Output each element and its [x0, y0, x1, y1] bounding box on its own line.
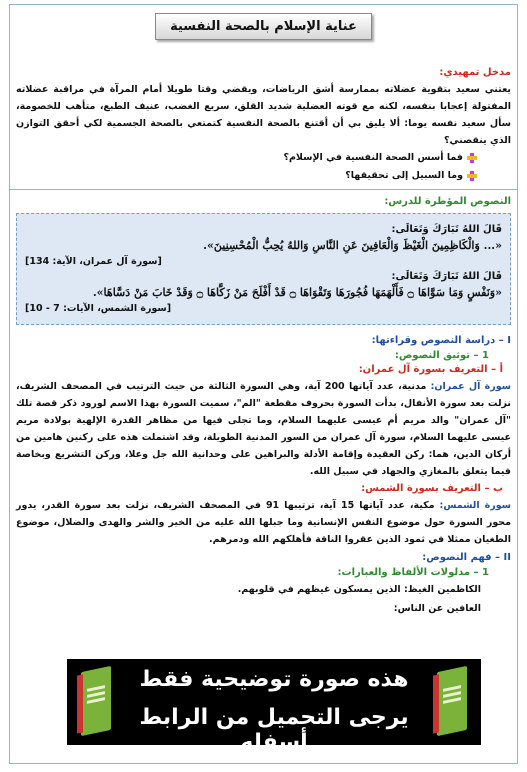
book-icon — [75, 669, 117, 733]
question-1 — [16, 149, 477, 167]
surah-imran-paragraph — [16, 378, 511, 480]
divider — [10, 189, 517, 190]
banner-line-1: هذه صورة توضيحية فقط — [139, 667, 409, 692]
intro-paragraph: يعتني سعيد بتقوية عضلاته بممارسة أشق الرياضات، ويقضي وقتا طويلا أمام المرآة في مراقبة عضلاته المفتولة إعجابا بنفسه، لكنه مع قوته العضلية شديد القلق، سريع الغضب، عنيف الطبع، متأهب للخصومة، سأل سعيد نفسه يوما: ألا يليق بي أن أقتنع بالصحة النفسية كتمتعي بالصحة الجسمية لكي أحقق التوازن الذي ينقصني؟ — [16, 84, 511, 146]
question-1-text: فما أسس الصحة النفسية في الإسلام؟ — [283, 152, 463, 163]
question-2-text: وما السبيل إلى تحقيقها؟ — [345, 170, 463, 181]
quote-1-intro: قَالَ اللهُ تَبَارَكَ وَتَعَالَى: — [391, 224, 502, 235]
surah-imran-text: مدنية، عدد آياتها 200 آية، وهي السورة الثالثة من حيث الترتيب في المصحف الشريف، نزلت بعد سورة الأنفال، بدأت السورة بحروف مقطعة "الم"، سميت السورة بهذا الاسم لورود ذكر قصة تلك "آل عمران" والد مريم أم عيسى عليهما السلام، وما تجلى فيها من مظاهر القدرة الإلهية بولادة مريم عيسى عليهما السلام، سورة آل عمران من السور المدنية الطويلة، وقد اشتملت هذه على ركنين هامين من أركان الدين، هما: ركن العقيدة وإقامة الأدلة والبراهين على وحدانية الله جل وعلا، وركن التشريع وبخاصة فيما يتعلق بالمغازي والجهاد في سبيل الله. — [16, 381, 511, 477]
surah-shams-label: سورة الشمس: — [439, 500, 511, 511]
vocabulary-item-1: الكاظمين الغيظ: الذين يمسكون غيظهم في قلوبهم. — [237, 584, 481, 595]
quote-2-verse: «وَنَفْسٍ وَمَا سَوَّاهَا ۝ فَأَلْهَمَهَا فُجُورَهَا وَتَقْوَاهَا ۝ قَدْ أَفْلَحَ مَنْ زَكَّاهَا ۝ وَقَدْ خَابَ مَنْ دَسَّاهَا». — [92, 286, 502, 299]
preview-watermark-banner — [67, 659, 481, 755]
quote-2-intro: قَالَ اللهُ تَبَارَكَ وَتَعَالَى: — [391, 271, 502, 282]
surah-shams-text: مكية، عدد آياتها 15 آية، ترتيبها 91 في المصحف الشريف، نزلت بعد سورة القدر، يدور محور السورة حول موضوع النفس الإنسانية وما جبلها الله عليه من الخير والشر والهدى والضلال، موضوع الطغيان ممثلا في ثمود الذين عقروا الناقة فأهلكهم الله ودمرهم. — [16, 500, 511, 545]
section-1-sub-1: 1 – توثيق النصوص: — [394, 350, 489, 361]
surah-imran-label: سورة آل عمران: — [430, 381, 511, 392]
vocabulary-item-2: العافين عن الناس: — [393, 603, 481, 614]
title-wrap — [10, 13, 517, 40]
quote-1-reference: [سورة آل عمران، الآية: 134] — [25, 256, 162, 267]
quote-2-reference: [سورة الشمس، الآيات: 7 - 10] — [25, 303, 172, 314]
section-1-heading: I – دراسة النصوص وقراءتها: — [371, 335, 511, 346]
quote-1-verse: «... وَالْكَاظِمِينَ الْغَيْظَ وَالْعَافِينَ عَنِ النَّاسِ وَاللهُ يُحِبُّ الْمُحْسِنِينَ». — [203, 239, 502, 252]
book-icon — [431, 669, 473, 733]
intro-heading: مدخل تمهيدي: — [439, 67, 511, 78]
page-title: عناية الإسلام بالصحة النفسية — [155, 13, 372, 40]
question-2 — [16, 167, 477, 185]
surah-shams-heading: ب – التعريف بسورة الشمس: — [361, 483, 503, 494]
surah-shams-paragraph — [16, 497, 511, 548]
texts-heading: النصوص المؤطرة للدرس: — [384, 196, 511, 207]
cross-bullet-icon — [467, 171, 477, 181]
document-page — [9, 4, 518, 764]
vocabulary-list — [16, 581, 481, 617]
section-2-heading: II – فهم النصوص: — [422, 552, 511, 563]
quran-texts-box — [16, 213, 511, 325]
cross-bullet-icon — [467, 153, 477, 163]
banner-line-2: يرجى التحميل من الرابط أسفله — [139, 705, 409, 755]
section-2-sub-1: 1 – مدلولات الألفاظ والعبارات: — [337, 567, 489, 578]
surah-imran-heading: أ – التعريف بسورة آل عمران: — [358, 364, 503, 375]
